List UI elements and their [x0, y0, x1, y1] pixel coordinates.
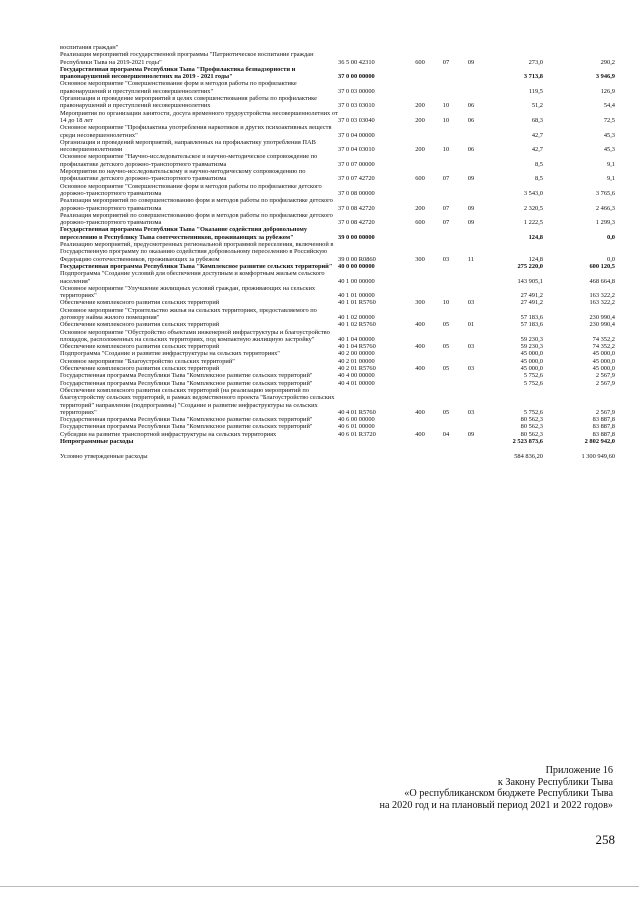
- amount-2022-cell: 45 000,0: [592, 357, 615, 365]
- subsection-cell: [458, 372, 484, 379]
- amount-2021-cell: 27 491,2: [520, 292, 543, 300]
- section-cell: 03: [442, 255, 450, 263]
- target-code-cell: [338, 453, 406, 460]
- section-cell: 05: [442, 365, 450, 373]
- expense-type-cell: [406, 263, 434, 270]
- amount-2021-cell: 59 230,3: [520, 343, 543, 351]
- row-name-cell: Условно утвержденные расходы: [60, 453, 148, 461]
- expense-type-cell: [406, 438, 434, 445]
- amount-2021-cell: 27 491,2: [520, 299, 543, 307]
- table-row: [60, 263, 615, 270]
- expense-type-cell: [406, 307, 434, 322]
- row-name-cell: Организация и проведений мероприятий, направленных на профилактику употребления ПАВ несовершеннолетними: [60, 138, 316, 154]
- target-code-cell: [338, 438, 406, 445]
- target-code-cell: 40 1 04 R5760: [338, 343, 376, 351]
- row-name-cell: Государственная программа Республики Тыва "Комплексное развитие сельских территорий": [60, 379, 313, 387]
- row-name-cell: Обеспечение комплексного развития сельских территорий: [60, 299, 220, 307]
- expense-type-cell: 300: [415, 299, 425, 307]
- subsection-cell: [458, 423, 484, 430]
- row-name-cell: Реализация мероприятий государственной программы "Патриотическое воспитание граждан Республики Тыва на 2019-2021 годы": [60, 51, 314, 66]
- amount-2022-cell: 2 567,9: [595, 408, 615, 416]
- expense-type-cell: 200: [415, 102, 425, 110]
- expense-type-cell: 400: [415, 321, 425, 329]
- amount-2022-cell: 600 120,5: [589, 262, 615, 270]
- amount-2022-cell: 0,0: [607, 255, 615, 263]
- amount-2021-cell: 8,5: [535, 175, 543, 183]
- subsection-cell: 03: [467, 365, 475, 373]
- section-cell: [434, 423, 458, 430]
- table-row: [60, 365, 615, 372]
- section-cell: 10: [442, 102, 450, 110]
- row-name-cell: Государственная программа Республики Тыва "Комплексное развитие сельских территорий": [60, 372, 313, 380]
- amount-2022-cell: 230 990,4: [589, 321, 615, 329]
- expense-type-cell: 600: [415, 219, 425, 227]
- row-name-cell: Субсидии на развитие транспортной инфраструктуры на сельских территориях: [60, 430, 277, 438]
- amount-2022-cell: 54,4: [603, 102, 615, 110]
- subsection-cell: 03: [467, 343, 475, 351]
- amount-2021-cell: 80 562,3: [520, 423, 543, 431]
- row-name-cell: Основное мероприятие "Научно-исследовательское и научно-методическое сопровождение по профилактике детского дорожно-транспортного травматизма: [60, 153, 318, 168]
- subsection-cell: [458, 307, 484, 322]
- amount-2021-cell: 80 562,3: [520, 416, 543, 424]
- subsection-cell: [458, 380, 484, 387]
- subsection-cell: 06: [467, 116, 475, 124]
- table-row: [60, 110, 615, 125]
- row-name-cell: Организация и проведение мероприятий в целях совершенствования работы по профилактике правонарушений и преступлений несовершеннолетних: [60, 95, 317, 110]
- expense-type-cell: [406, 285, 434, 300]
- amount-2021-cell: 8,5: [535, 160, 543, 168]
- subsection-cell: [458, 44, 484, 51]
- target-code-cell: 37 0 08 42720: [338, 219, 375, 227]
- amount-2022-cell: [543, 445, 615, 453]
- table-row: [60, 329, 615, 344]
- expense-type-cell: [406, 416, 434, 423]
- subsection-cell: [458, 263, 484, 270]
- subsection-cell: 09: [467, 430, 475, 438]
- section-cell: 07: [442, 204, 450, 212]
- amount-2022-cell: 83 887,8: [592, 416, 615, 424]
- subsection-cell: [458, 80, 484, 95]
- subsection-cell: 03: [467, 299, 475, 307]
- section-cell: 10: [442, 146, 450, 154]
- row-name-cell: Государственная программа Республики Тыва "Оказание содействия добровольному переселению в Республику Тыва соотечественников, проживающих за рубежом": [60, 226, 308, 241]
- row-name-cell: Основное мероприятие "Профилактика употребления наркотиков и других психоактивных веществ среди несовершеннолетних": [60, 124, 332, 139]
- appendix-period: на 2020 год и на плановый период 2021 и 2022 годов»: [379, 799, 613, 811]
- target-code-cell: 40 1 02 00000: [338, 313, 375, 321]
- target-code-cell: 40 1 01 00000: [338, 292, 375, 300]
- row-name-cell: Государственная программа Республики Тыва "Профилактика безнадзорности и правонарушений несовершеннолетних на 2019 - 2021 годы": [60, 65, 296, 81]
- table-row: [60, 124, 615, 139]
- table-row: [60, 416, 615, 423]
- subsection-cell: 11: [467, 255, 475, 263]
- amount-2021-cell: 42,7: [531, 146, 543, 154]
- amount-2022-cell: 45 000,0: [592, 365, 615, 373]
- amount-2022-cell: 290,2: [600, 58, 615, 66]
- subsection-cell: [458, 350, 484, 357]
- row-name-cell: воспитания граждан": [60, 44, 119, 51]
- target-code-cell: 40 1 02 R5760: [338, 321, 376, 329]
- section-cell: [434, 358, 458, 365]
- table-row: [60, 80, 615, 95]
- section-cell: [434, 183, 458, 198]
- subsection-cell: [458, 183, 484, 198]
- section-cell: [434, 380, 458, 387]
- page-number: 258: [595, 832, 615, 847]
- amount-2022-cell: 2 466,3: [595, 204, 615, 212]
- subsection-cell: 09: [467, 219, 475, 227]
- target-code-cell: 40 1 04 00000: [338, 335, 375, 343]
- expense-type-cell: [406, 66, 434, 81]
- row-name-cell: Мероприятия по научно-исследовательскому и научно-методическому сопровождению по профилактике детского дорожно-транспортного травматизма: [60, 168, 306, 183]
- table-row: [60, 453, 615, 460]
- target-code-cell: 37 0 03 00000: [338, 87, 375, 95]
- target-code-cell: 37 0 07 42720: [338, 175, 375, 183]
- subsection-cell: 09: [467, 58, 475, 66]
- section-cell: [434, 350, 458, 357]
- expense-type-cell: 400: [415, 365, 425, 373]
- expense-type-cell: [406, 270, 434, 285]
- footer-divider: [0, 886, 639, 887]
- appendix-title: Приложение 16: [545, 765, 613, 776]
- subsection-cell: [458, 453, 484, 460]
- table-row: [60, 358, 615, 365]
- target-code-cell: 40 4 00 00000: [338, 372, 375, 380]
- expense-type-cell: [406, 80, 434, 95]
- expense-type-cell: [406, 183, 434, 198]
- amount-2021-cell: 42,7: [531, 131, 543, 139]
- target-code-cell: 37 0 08 00000: [338, 189, 375, 197]
- table-row: [60, 168, 615, 183]
- amount-2022-cell: 74 352,2: [592, 335, 615, 343]
- subsection-cell: [458, 438, 484, 445]
- table-row: [60, 372, 615, 379]
- section-cell: 07: [442, 175, 450, 183]
- target-code-cell: 39 0 00 00000: [338, 233, 375, 241]
- target-code-cell: 37 0 03 03010: [338, 102, 375, 110]
- row-name-cell: Государственная программа Республики Тыва "Комплексное развитие сельских территорий": [60, 423, 313, 431]
- amount-2021-cell: 59 230,3: [520, 335, 543, 343]
- row-name-cell: Реализация мероприятий по совершенствованию форм и методов работы по профилактике детского дорожно-транспортного травматизма: [60, 197, 333, 212]
- expense-type-cell: 600: [415, 58, 425, 66]
- subsection-cell: [458, 416, 484, 423]
- table-row: [60, 285, 615, 300]
- subsection-cell: [458, 124, 484, 139]
- amount-2022-cell: 3 946,9: [595, 73, 615, 81]
- amount-2021-cell: 275 220,0: [517, 262, 543, 270]
- amount-2021-cell: 124,8: [528, 233, 543, 241]
- expense-type-cell: [406, 453, 434, 460]
- amount-2021-cell: 5 752,6: [523, 379, 543, 387]
- expense-type-cell: [406, 372, 434, 379]
- section-cell: 05: [442, 343, 450, 351]
- row-name-cell: Реализация мероприятий по совершенствованию форм и методов работы по профилактике детского дорожно-транспортного травматизма: [60, 211, 333, 227]
- expense-type-cell: [406, 445, 434, 453]
- expense-type-cell: 400: [415, 430, 425, 438]
- amount-2022-cell: 9,1: [607, 160, 615, 168]
- section-cell: [434, 66, 458, 81]
- subsection-cell: 06: [467, 102, 475, 110]
- amount-2021-cell: 124,8: [528, 255, 543, 263]
- target-code-cell: 36 5 00 42310: [338, 58, 375, 66]
- appendix-header: [380, 765, 613, 811]
- expense-type-cell: [406, 153, 434, 168]
- target-code-cell: 37 0 04 03010: [338, 146, 375, 154]
- subsection-cell: [458, 329, 484, 344]
- target-code-cell: 37 0 04 00000: [338, 131, 375, 139]
- table-row: [60, 380, 615, 387]
- section-cell: [434, 263, 458, 270]
- amount-2021-cell: 45 000,0: [520, 365, 543, 373]
- amount-2022-cell: 83 887,8: [592, 430, 615, 438]
- amount-2021-cell: 143 905,1: [517, 277, 543, 285]
- section-cell: [434, 307, 458, 322]
- expense-type-cell: [406, 380, 434, 387]
- amount-2022-cell: [543, 44, 615, 51]
- amount-2021-cell: 3 543,0: [523, 189, 543, 197]
- table-row: [60, 438, 615, 445]
- amount-2021-cell: 1 222,5: [523, 219, 543, 227]
- budget-table-body: [60, 44, 615, 461]
- amount-2022-cell: 163 322,2: [589, 292, 615, 300]
- table-row: [60, 66, 615, 81]
- table-row: [60, 307, 615, 322]
- row-name-cell: Обеспечение комплексного развития сельских территорий: [60, 343, 220, 351]
- subsection-cell: [458, 153, 484, 168]
- section-cell: 07: [442, 58, 450, 66]
- appendix-law-ref: к Закону Республики Тыва: [497, 776, 613, 788]
- table-row: [60, 299, 615, 306]
- amount-2021-cell: 45 000,0: [520, 357, 543, 365]
- table-row: [60, 270, 615, 285]
- section-cell: [434, 44, 458, 51]
- section-cell: [434, 270, 458, 285]
- amount-2022-cell: 468 664,8: [589, 277, 615, 285]
- table-row: [60, 197, 615, 212]
- expense-type-cell: 400: [415, 343, 425, 351]
- amount-2022-cell: 230 990,4: [589, 313, 615, 321]
- amount-2021-cell: 68,3: [531, 116, 543, 124]
- amount-2021-cell: 3 713,8: [523, 73, 543, 81]
- row-name-cell: Реализацию мероприятий, предусмотренных региональной программой переселения, включенной в Государственную программу по оказанию содействия добровольному переселению в Российскую Федерацию соотечественников, проживающих за рубежом: [60, 241, 334, 263]
- amount-2022-cell: 45,3: [603, 131, 615, 139]
- amount-2021-cell: 119,5: [528, 87, 543, 95]
- amount-2021-cell: [484, 44, 543, 51]
- target-code-cell: 40 2 01 R5760: [338, 365, 376, 373]
- target-code-cell: 40 1 01 R5760: [338, 299, 376, 307]
- expense-type-cell: [406, 358, 434, 365]
- target-code-cell: 37 0 03 03040: [338, 116, 375, 124]
- target-code-cell: 40 6 01 R3720: [338, 430, 376, 438]
- amount-2021-cell: 80 562,3: [520, 430, 543, 438]
- section-cell: [434, 285, 458, 300]
- section-cell: [434, 226, 458, 241]
- budget-table: [60, 44, 615, 461]
- target-code-cell: 40 4 01 00000: [338, 379, 375, 387]
- table-row: [60, 431, 615, 438]
- expense-type-cell: [406, 350, 434, 357]
- expense-type-cell: [406, 44, 434, 51]
- amount-2022-cell: 0,0: [607, 233, 615, 241]
- amount-2022-cell: 45,3: [603, 146, 615, 154]
- expense-type-cell: 600: [415, 175, 425, 183]
- row-name-cell: Обеспечение комплексного развития сельских территорий: [60, 365, 220, 373]
- target-code-cell: [338, 44, 406, 51]
- table-row: [60, 226, 615, 241]
- target-code-cell: 37 0 00 00000: [338, 73, 375, 81]
- table-row: [60, 153, 615, 168]
- row-name-cell: Непрограммные расходы: [60, 438, 134, 446]
- amount-2021-cell: [484, 445, 543, 453]
- section-cell: 05: [442, 321, 450, 329]
- table-row: [60, 343, 615, 350]
- row-name-cell: Обеспечение комплексного развития сельских территорий (на реализацию мероприятий по благоустройству сельских территорий, в рамках ведомственного проекта "Благоустройство сельских территорий" направления (подпрограммы) "Создание и развитие инфраструктуры на сельских территориях": [60, 386, 335, 416]
- amount-2022-cell: 72,5: [603, 116, 615, 124]
- amount-2022-cell: 9,1: [607, 175, 615, 183]
- section-cell: 10: [442, 299, 450, 307]
- table-row: [60, 44, 615, 51]
- subsection-cell: [458, 270, 484, 285]
- row-name-cell: [60, 445, 338, 453]
- amount-2021-cell: 57 183,6: [520, 313, 543, 321]
- amount-2022-cell: 2 802 942,0: [584, 438, 615, 446]
- expense-type-cell: 200: [415, 146, 425, 154]
- target-code-cell: 40 0 00 00000: [338, 262, 375, 270]
- section-cell: [434, 453, 458, 460]
- amount-2021-cell: 5 752,6: [523, 372, 543, 380]
- row-name-cell: Основное мероприятие "Обустройство объектами инженерной инфраструктуры и благоустройство площадок, расположенных на сельских территориях, под компактную жилищную застройку": [60, 328, 330, 343]
- row-name-cell: Основное мероприятие "Совершенствование форм и методов работы по профилактике детского дорожно-транспортного травматизма: [60, 182, 322, 197]
- expense-type-cell: [406, 124, 434, 139]
- table-row: [60, 51, 615, 66]
- amount-2022-cell: 2 567,9: [595, 372, 615, 380]
- section-cell: 04: [442, 430, 450, 438]
- appendix-law-name: «О республиканском бюджете Республики Тыва: [404, 788, 613, 800]
- row-name-cell: Государственная программа Республики Тыва "Комплексное развитие сельских территорий": [60, 262, 333, 270]
- amount-2021-cell: 2 320,5: [523, 204, 543, 212]
- row-name-cell: Обеспечение комплексного развития сельских территорий: [60, 321, 220, 329]
- subsection-cell: 06: [467, 146, 475, 154]
- table-row: [60, 423, 615, 430]
- subsection-cell: [458, 358, 484, 365]
- row-name-cell: Государственная программа Республики Тыва "Комплексное развитие сельских территорий": [60, 416, 313, 424]
- table-row: [60, 321, 615, 328]
- amount-2021-cell: 51,2: [531, 102, 543, 110]
- section-cell: [434, 153, 458, 168]
- table-row: [60, 387, 615, 416]
- row-name-cell: Подпрограмма "Создание и развитие инфраструктуры на сельских территориях": [60, 350, 280, 358]
- amount-2021-cell: 5 752,6: [523, 408, 543, 416]
- section-cell: [434, 80, 458, 95]
- expense-type-cell: 200: [415, 116, 425, 124]
- section-cell: 05: [442, 408, 450, 416]
- table-row: [60, 139, 615, 154]
- row-name-cell: Основное мероприятие "Благоустройство сельских территорий": [60, 357, 235, 365]
- amount-2022-cell: 2 567,9: [595, 379, 615, 387]
- target-code-cell: 40 2 01 00000: [338, 357, 375, 365]
- subsection-cell: 01: [467, 321, 475, 329]
- target-code-cell: 40 6 00 00000: [338, 416, 375, 424]
- table-row: [60, 350, 615, 357]
- amount-2022-cell: 1 299,3: [595, 219, 615, 227]
- subsection-cell: [458, 285, 484, 300]
- row-name-cell: Основное мероприятие "Улучшение жилищных условий граждан, проживающих на сельских территориях": [60, 284, 316, 300]
- amount-2022-cell: 74 352,2: [592, 343, 615, 351]
- section-cell: [434, 372, 458, 379]
- section-cell: [434, 438, 458, 445]
- row-name-cell: Основное мероприятие "Строительство жилья на сельских территориях, предоставляемого по договору найма жилого помещения": [60, 306, 317, 321]
- subsection-cell: 03: [467, 408, 475, 416]
- table-row: [60, 95, 615, 110]
- amount-2021-cell: 2 523 873,6: [512, 438, 543, 446]
- section-cell: [434, 445, 458, 453]
- row-name-cell: Основное мероприятие "Совершенствование форм и методов работы по профилактике правонарушений и преступлений несовершеннолетних": [60, 80, 297, 95]
- target-code-cell: 40 1 00 00000: [338, 277, 375, 285]
- target-code-cell: 40 2 00 00000: [338, 350, 375, 358]
- subsection-cell: 09: [467, 175, 475, 183]
- subsection-cell: [458, 226, 484, 241]
- target-code-cell: 39 0 00 R0860: [338, 255, 376, 263]
- expense-type-cell: 400: [415, 408, 425, 416]
- subsection-cell: [458, 445, 484, 453]
- expense-type-cell: 200: [415, 204, 425, 212]
- table-row: [60, 183, 615, 198]
- section-cell: [434, 124, 458, 139]
- amount-2022-cell: 1 300 949,60: [581, 453, 615, 461]
- amount-2022-cell: 163 322,2: [589, 299, 615, 307]
- amount-2021-cell: 45 000,0: [520, 350, 543, 358]
- amount-2022-cell: 83 887,8: [592, 423, 615, 431]
- section-cell: 10: [442, 116, 450, 124]
- subsection-cell: [458, 66, 484, 81]
- expense-type-cell: [406, 423, 434, 430]
- target-code-cell: 40 6 01 00000: [338, 423, 375, 431]
- amount-2021-cell: 57 183,6: [520, 321, 543, 329]
- target-code-cell: 37 0 08 42720: [338, 204, 375, 212]
- amount-2022-cell: 3 765,6: [595, 189, 615, 197]
- section-cell: [434, 329, 458, 344]
- target-code-cell: 37 0 07 00000: [338, 160, 375, 168]
- table-row: [60, 445, 615, 453]
- table-row: [60, 212, 615, 227]
- section-cell: 07: [442, 219, 450, 227]
- target-code-cell: [338, 445, 406, 453]
- expense-type-cell: 300: [415, 255, 425, 263]
- expense-type-cell: [406, 226, 434, 241]
- amount-2021-cell: 273,0: [528, 58, 543, 66]
- amount-2022-cell: 45 000,0: [592, 350, 615, 358]
- row-name-cell: Подпрограмма "Создание условий для обеспечения доступным и комфортным жильем сельского населения": [60, 270, 325, 285]
- table-row: [60, 241, 615, 263]
- subsection-cell: 09: [467, 204, 475, 212]
- amount-2022-cell: 126,9: [600, 87, 615, 95]
- target-code-cell: 40 4 01 R5760: [338, 408, 376, 416]
- amount-2021-cell: 584 836,20: [514, 453, 543, 461]
- expense-type-cell: [406, 329, 434, 344]
- section-cell: [434, 416, 458, 423]
- row-name-cell: Мероприятия по организации занятости, досуга временного трудоустройства несовершеннолетних от 14 до 18 лет: [60, 109, 338, 124]
